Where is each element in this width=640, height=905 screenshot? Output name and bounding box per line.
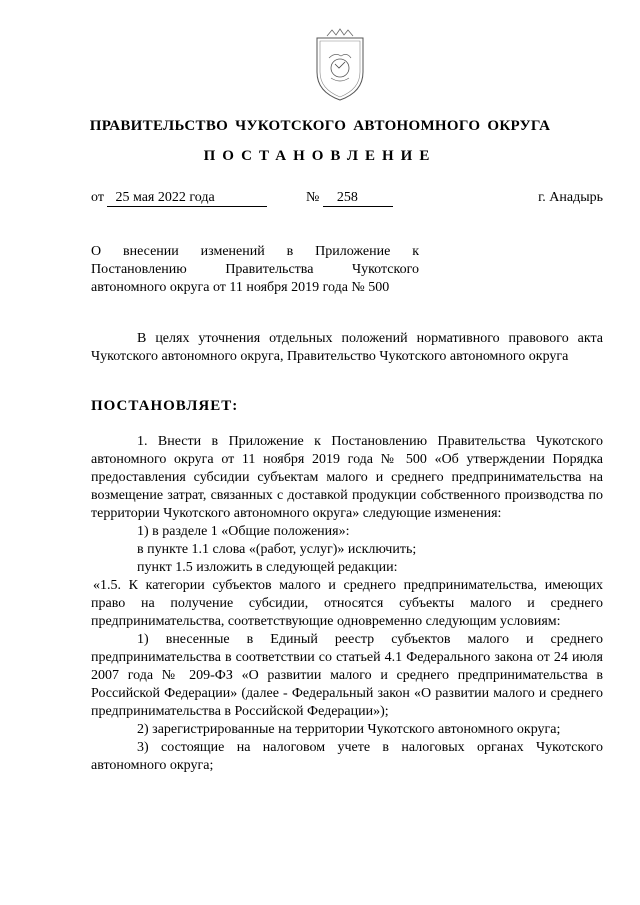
body-paragraph: «1.5. К категории субъектов малого и среднего предпринимательства, имеющих право на получение субсидии, относятся субъекты малого и среднего предпринимательства, соответствующие одновременно следующим условиям: (91, 578, 603, 629)
resolves-heading: ПОСТАНОВЛЯЕТ: (91, 398, 239, 414)
subject-block (91, 243, 419, 297)
subject-line: автономного округа от 11 ноября 2019 года № 500 (91, 280, 390, 295)
number-prefix: № (306, 190, 320, 205)
body-paragraph: 1. Внести в Приложение к Постановлению Правительства Чукотского автономного округа от 11 ноября 2019 года № 500 «Об утверждении Порядка предоставления субсидии субъектам малого и среднего предпринимательства на возмещение затрат, связанных с доставкой продукции собственного производства по территории Чукотского автономного округа» следующие изменения: (91, 434, 603, 521)
body-paragraph: в пункте 1.1 слова «(работ, услуг)» исключить; (137, 542, 417, 557)
government-title: ПРАВИТЕЛЬСТВО ЧУКОТСКОГО АВТОНОМНОГО ОКРУГА (89, 118, 551, 134)
decree-date: 25 мая 2022 года (107, 190, 267, 207)
number-block (306, 190, 393, 207)
body-paragraph: 2) зарегистрированные на территории Чукотского автономного округа; (137, 722, 561, 737)
body-paragraph: 1) в разделе 1 «Общие положения»: (137, 524, 350, 539)
preamble (91, 330, 603, 366)
preamble-text: В целях уточнения отдельных положений нормативного правового акта Чукотского автономного округа, Правительство Чукотского автономного округа (91, 331, 603, 364)
date-block (91, 190, 267, 207)
date-prefix: от (91, 190, 104, 205)
subject-line: Постановлению Правительства Чукотского (91, 262, 419, 277)
body-paragraph: 3) состоящие на налоговом учете в налоговых органах Чукотского автономного округа; (91, 740, 603, 773)
city: г. Анадырь (538, 190, 603, 205)
decree-number: 258 (323, 190, 393, 207)
body-paragraph: 1) внесенные в Единый реестр субъектов малого и среднего предпринимательства в соответствии со статьей 4.1 Федерального закона от 24 июля 2007 года № 209-ФЗ «О развитии малого и среднего предпринимательства в Российской Федерации» (далее - Федеральный закон «О развитии малого и среднего предпринимательства в Российской Федерации»); (91, 632, 603, 719)
coat-of-arms-emblem (305, 28, 375, 104)
subject-line: О внесении изменений в Приложение к (91, 244, 419, 259)
decree-body (91, 433, 603, 775)
document-type-title: ПОСТАНОВЛЕНИЕ (203, 148, 437, 164)
body-paragraph: пункт 1.5 изложить в следующей редакции: (137, 560, 398, 575)
